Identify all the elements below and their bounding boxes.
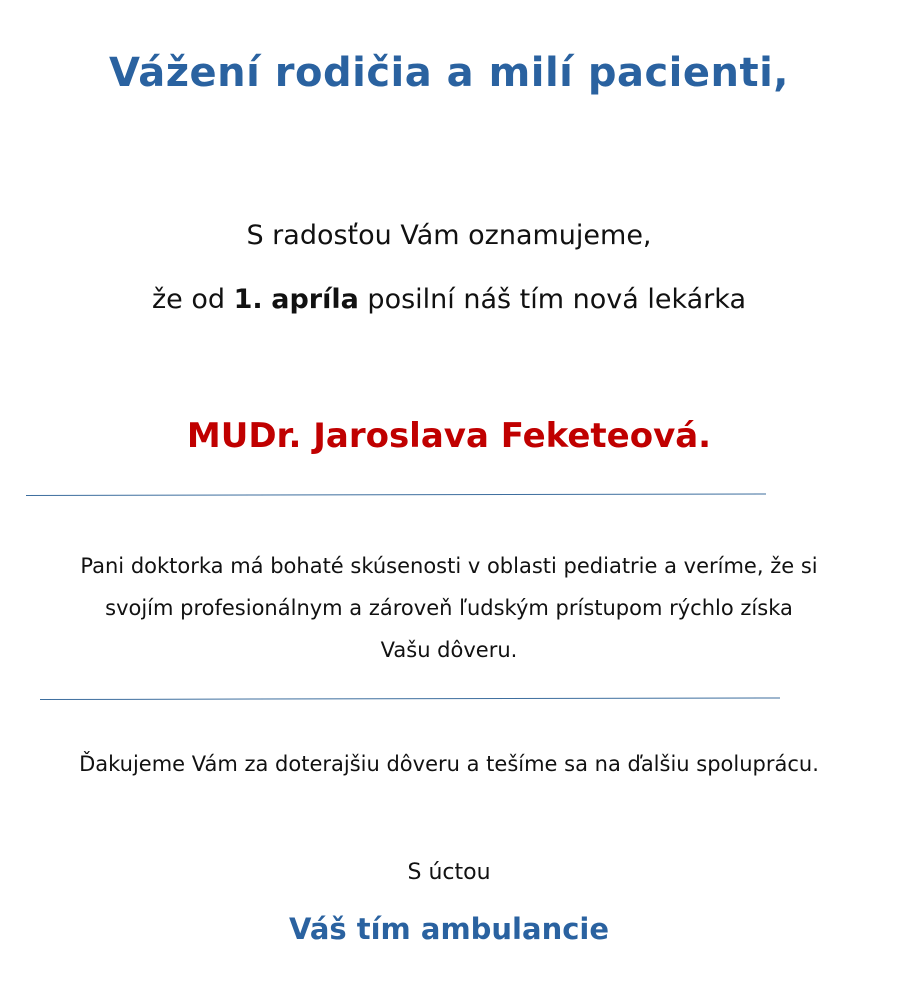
description-line: svojím profesionálnym a zároveň ľudským prístupom rýchlo získa: [105, 596, 793, 620]
description-line: Vašu dôveru.: [380, 638, 518, 662]
doctor-name: MUDr. Jaroslava Feketeová.: [186, 416, 712, 456]
announcement-line-2: [0, 284, 898, 315]
greeting-heading: Vážení rodičia a milí pacienti,: [108, 50, 789, 96]
description-line: Pani doktorka má bohaté skúsenosti v oblasti pediatrie a veríme, že si: [80, 554, 818, 578]
start-date-day: 1.: [233, 284, 263, 315]
announcement-text-before-date: že od: [152, 284, 234, 315]
announcement-line-1: S radosťou Vám oznamujeme,: [246, 220, 652, 251]
doctor-description: [30, 545, 868, 671]
thanks-text: Ďakujeme Vám za doterajšiu dôveru a tešíme sa na ďalšiu spoluprácu.: [79, 752, 819, 776]
closing-text: S úctou: [407, 860, 491, 885]
divider-bottom: [40, 697, 780, 700]
start-date-month: apríla: [271, 284, 359, 315]
divider-top: [26, 493, 766, 496]
announcement-text-after-date: posilní náš tím nová lekárka: [358, 284, 746, 315]
signature: Váš tím ambulancie: [288, 912, 610, 946]
